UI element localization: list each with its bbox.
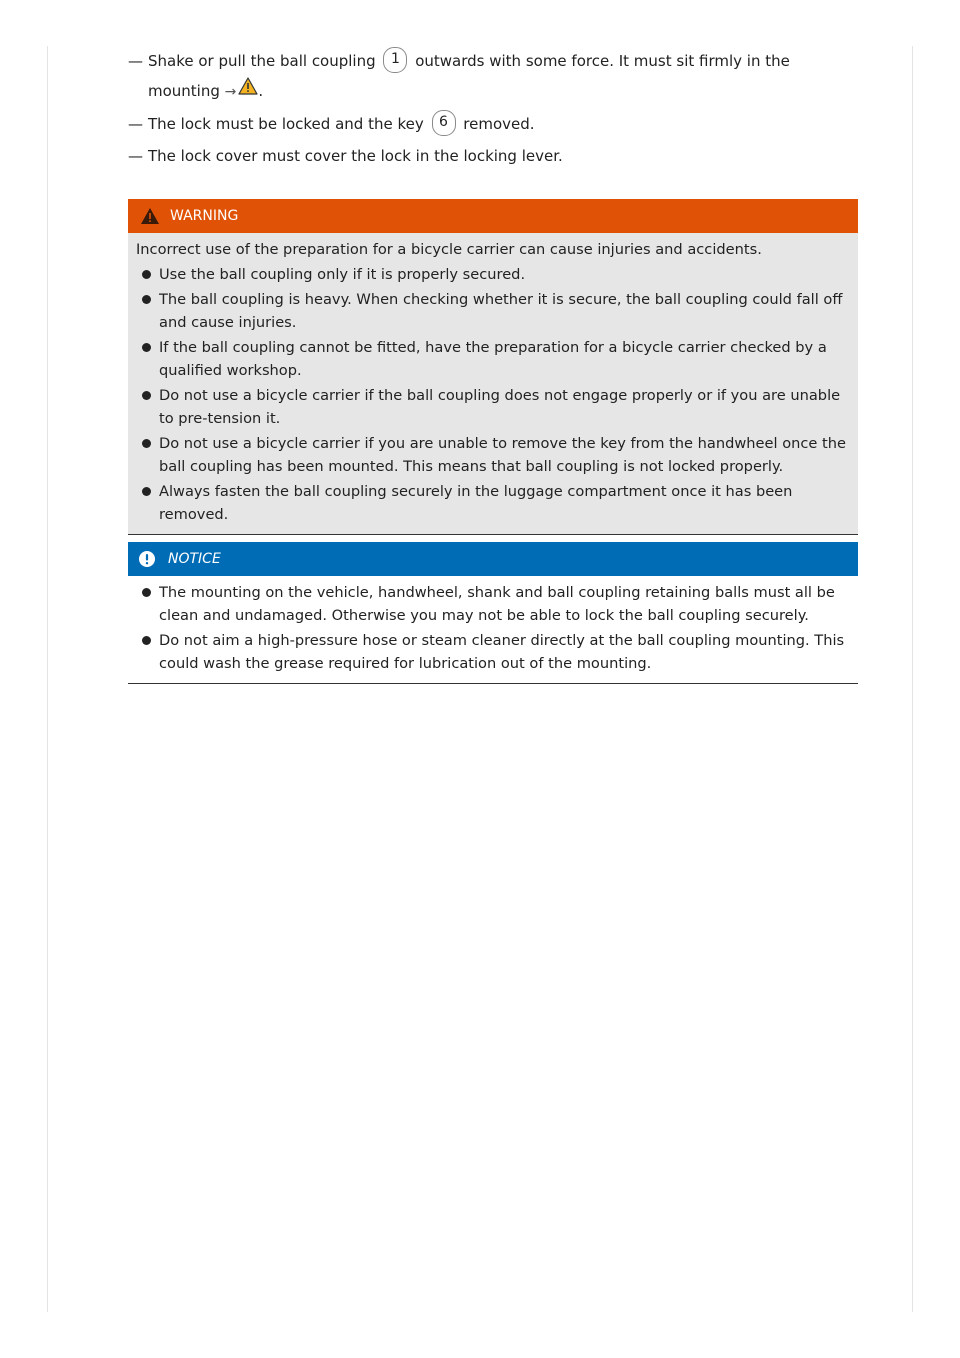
page-margin-line-left (47, 46, 48, 1312)
warning-body (128, 233, 858, 534)
notice-box (128, 542, 858, 684)
notice-item: The mounting on the vehicle, handwheel, shank and ball coupling retaining balls must all be clean and undamaged. Otherwise you may not be able to lock the ball coupling securely. (136, 581, 850, 627)
warning-box (128, 199, 858, 535)
warning-triangle-icon (140, 207, 160, 225)
step-text: The lock must be locked and the key (148, 115, 424, 133)
step-text: mounting (148, 82, 220, 100)
step-text: Shake or pull the ball coupling (148, 52, 376, 70)
warning-item: Do not use a bicycle carrier if the ball coupling does not engage properly or if you are unable to pre-tension it. (136, 384, 850, 430)
step-dash: — (128, 52, 143, 70)
warning-header (128, 199, 858, 233)
instruction-steps (110, 46, 860, 173)
warning-item: Use the ball coupling only if it is properly secured. (136, 263, 850, 286)
step-text: removed. (463, 115, 535, 133)
warning-item: The ball coupling is heavy. When checking whether it is secure, the ball coupling could fall off and cause injuries. (136, 288, 850, 334)
warning-item: Always fasten the ball coupling securely in the luggage compartment once it has been removed. (136, 480, 850, 526)
page-margin-line-right (912, 46, 913, 1312)
step-lock-key (110, 109, 860, 139)
warning-triangle-icon[interactable] (238, 75, 258, 105)
callout-number: 6 (432, 110, 456, 136)
step-text: . (258, 82, 264, 100)
notice-list (136, 581, 850, 675)
step-text: outwards with some force. It must sit firmly in the (415, 52, 790, 70)
callout-number: 1 (383, 47, 407, 73)
step-shake-coupling (110, 46, 860, 107)
notice-item: Do not aim a high-pressure hose or steam cleaner directly at the ball coupling mounting. This could wash the grease required for lubrication out of the mounting. (136, 629, 850, 675)
step-text: The lock cover must cover the lock in the locking lever. (148, 147, 563, 165)
warning-item: If the ball coupling cannot be fitted, have the preparation for a bicycle carrier checked by a qualified workshop. (136, 336, 850, 382)
warning-item: Do not use a bicycle carrier if you are unable to remove the key from the handwheel once the ball coupling has been mounted. This means that ball coupling is not locked properly. (136, 432, 850, 478)
notice-header (128, 542, 858, 576)
step-dash: — (128, 115, 143, 133)
notice-body (128, 576, 858, 683)
warning-intro: Incorrect use of the preparation for a bicycle carrier can cause injuries and accidents. (136, 241, 762, 258)
step-lock-cover (110, 141, 860, 171)
warning-list (136, 263, 850, 526)
cross-reference-arrow-icon: → (224, 84, 237, 100)
step-dash: — (128, 147, 143, 165)
warning-title: WARNING (170, 208, 239, 224)
notice-title: NOTICE (168, 551, 221, 567)
exclamation-circle-icon (138, 550, 156, 568)
